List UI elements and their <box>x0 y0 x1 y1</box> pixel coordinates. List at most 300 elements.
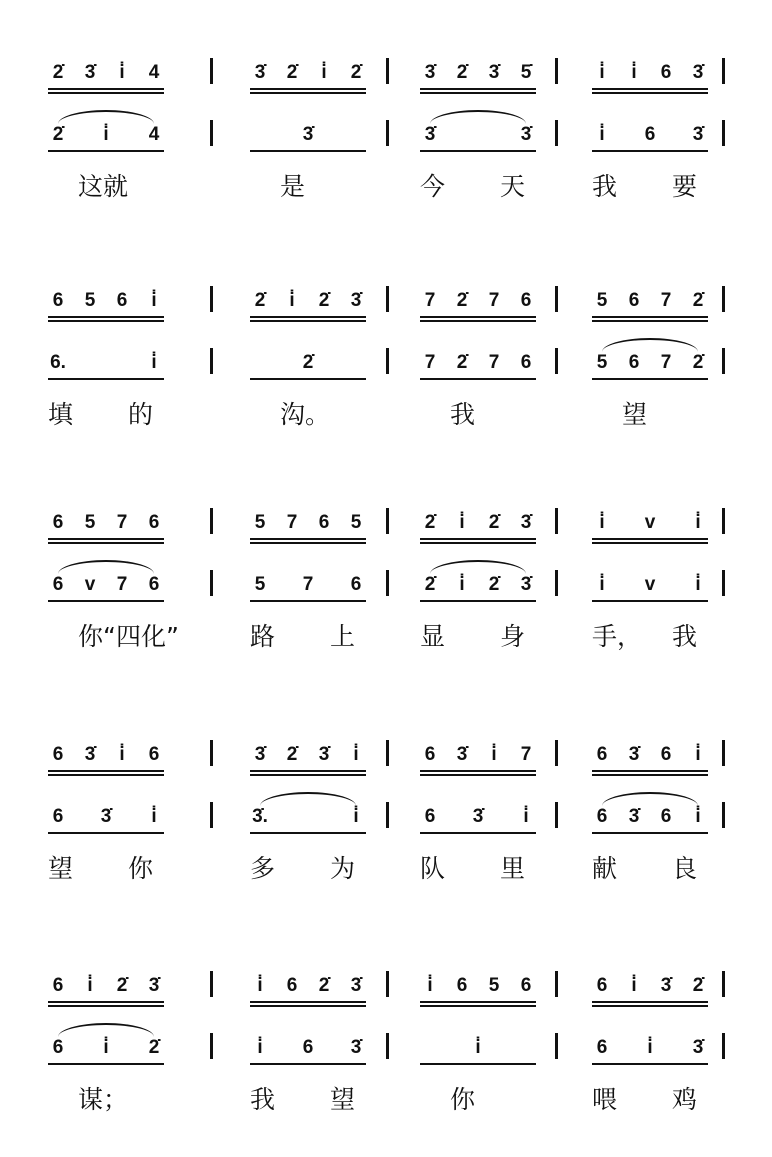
note: 6 <box>596 744 608 765</box>
measure <box>250 965 370 1009</box>
barline <box>722 1033 725 1059</box>
beam-underline <box>592 378 708 380</box>
note: 6 <box>148 512 160 533</box>
note: 3̇ <box>350 290 362 311</box>
lyrics-line <box>0 620 772 654</box>
note: 6 <box>596 975 608 996</box>
note: i̇ <box>289 290 295 311</box>
note: 2̇ <box>52 62 64 83</box>
measure <box>592 734 712 778</box>
lyric-syllable: 的 <box>128 400 154 429</box>
note: 7 <box>660 352 672 373</box>
beam-underline <box>592 1001 708 1003</box>
beam-underline <box>250 320 366 322</box>
barline <box>386 348 389 374</box>
note: 6 <box>596 1037 608 1058</box>
lyric-syllable: 望 <box>622 400 648 429</box>
note: 3̇ <box>424 124 436 145</box>
lyric-syllable: 这就 <box>78 172 129 201</box>
note: 2̇ <box>286 744 298 765</box>
note: 3̇ <box>628 744 640 765</box>
barline <box>210 120 213 146</box>
measure <box>592 342 712 386</box>
note: 2̇ <box>302 352 314 373</box>
measure <box>48 502 168 546</box>
note: i̇ <box>647 1037 653 1058</box>
beam-underline <box>420 1063 536 1065</box>
beam-underline <box>592 92 708 94</box>
beam-underline <box>48 320 164 322</box>
barline <box>722 740 725 766</box>
lyric-syllable: 上 <box>330 622 356 651</box>
measure <box>420 52 540 96</box>
slur-arc <box>58 110 154 124</box>
beam-underline <box>250 542 366 544</box>
barline <box>722 971 725 997</box>
lyric-syllable: 我 <box>450 400 476 429</box>
slur-arc <box>58 1023 154 1037</box>
slur-arc <box>260 792 356 806</box>
lyric-syllable: 显 <box>420 622 446 651</box>
note: v <box>644 574 656 595</box>
measure <box>420 342 540 386</box>
slur-arc <box>58 560 154 574</box>
note: i̇ <box>631 975 637 996</box>
beam-underline <box>420 92 536 94</box>
note: 2̇ <box>116 975 128 996</box>
note: 3̇ <box>692 62 704 83</box>
lyric-syllable: 身 <box>500 622 526 651</box>
note: 5 <box>254 574 266 595</box>
beam-underline <box>420 88 536 90</box>
note: 4 <box>148 62 160 83</box>
note: i̇ <box>523 806 529 827</box>
note: 2̇ <box>692 290 704 311</box>
beam-underline <box>592 542 708 544</box>
note: 6 <box>424 744 436 765</box>
bottom_line-line <box>0 342 772 386</box>
measure <box>250 1027 370 1071</box>
note: 6 <box>660 806 672 827</box>
beam-underline <box>420 150 536 152</box>
top_line-line <box>0 280 772 324</box>
top_line-line <box>0 502 772 546</box>
note: i̇ <box>695 512 701 533</box>
measure <box>48 114 168 158</box>
note: 6 <box>424 806 436 827</box>
lyric-syllable: 喂 <box>592 1085 618 1114</box>
note: 5 <box>84 290 96 311</box>
measure <box>592 114 712 158</box>
measure <box>592 965 712 1009</box>
measure <box>420 965 540 1009</box>
note: 6 <box>286 975 298 996</box>
beam-underline <box>592 600 708 602</box>
note: 2̇ <box>318 975 330 996</box>
measure <box>420 734 540 778</box>
barline <box>722 348 725 374</box>
note: i̇ <box>151 806 157 827</box>
barline <box>722 286 725 312</box>
note: 2̇ <box>424 512 436 533</box>
lyric-syllable: 我 <box>672 622 698 651</box>
barline <box>210 286 213 312</box>
note: 6 <box>628 352 640 373</box>
note: 7 <box>424 352 436 373</box>
beam-underline <box>48 88 164 90</box>
note: 6 <box>520 975 532 996</box>
barline <box>210 971 213 997</box>
note: 3̇ <box>84 744 96 765</box>
note: 6. <box>50 352 66 373</box>
note: 6 <box>52 1037 64 1058</box>
barline <box>386 1033 389 1059</box>
lyrics-line <box>0 852 772 886</box>
measure <box>250 280 370 324</box>
note: 2̇ <box>488 512 500 533</box>
note: 6 <box>520 290 532 311</box>
beam-underline <box>592 774 708 776</box>
lyric-syllable: 队 <box>420 854 446 883</box>
note: i̇ <box>599 62 605 83</box>
note: 7 <box>424 290 436 311</box>
beam-underline <box>592 316 708 318</box>
note: 3̇ <box>692 1037 704 1058</box>
barline <box>555 286 558 312</box>
lyric-syllable: 路 <box>250 622 276 651</box>
note: 7 <box>488 290 500 311</box>
measure <box>48 965 168 1009</box>
beam-underline <box>250 88 366 90</box>
lyric-syllable: 良 <box>672 854 698 883</box>
lyric-syllable: 里 <box>500 854 526 883</box>
lyric-syllable: 我 <box>250 1085 276 1114</box>
beam-underline <box>48 832 164 834</box>
note: i̇ <box>599 574 605 595</box>
measure <box>592 796 712 840</box>
lyric-syllable: 你 <box>128 854 154 883</box>
lyric-syllable: 你“四化” <box>78 622 179 651</box>
beam-underline <box>592 88 708 90</box>
note: i̇ <box>599 124 605 145</box>
measure <box>48 342 168 386</box>
lyric-syllable: 我 <box>592 172 618 201</box>
beam-underline <box>250 1063 366 1065</box>
beam-underline <box>48 150 164 152</box>
measure <box>250 734 370 778</box>
lyrics-line <box>0 170 772 204</box>
lyrics-line <box>0 1083 772 1117</box>
measure <box>592 564 712 608</box>
beam-underline <box>48 1063 164 1065</box>
beam-underline <box>250 770 366 772</box>
barline <box>555 508 558 534</box>
barline <box>555 348 558 374</box>
lyric-syllable: 填 <box>48 400 74 429</box>
beam-underline <box>250 832 366 834</box>
barline <box>722 802 725 828</box>
measure <box>48 734 168 778</box>
note: 5 <box>596 352 608 373</box>
beam-underline <box>48 770 164 772</box>
beam-underline <box>48 774 164 776</box>
note: 2̇ <box>286 62 298 83</box>
note: 2̇ <box>424 574 436 595</box>
measure <box>250 342 370 386</box>
beam-underline <box>592 832 708 834</box>
note: 6 <box>52 806 64 827</box>
beam-underline <box>250 1001 366 1003</box>
note: 7 <box>488 352 500 373</box>
top_line-line <box>0 734 772 778</box>
note: i̇ <box>631 62 637 83</box>
note: i̇ <box>427 975 433 996</box>
note: 7 <box>116 512 128 533</box>
note: 5 <box>350 512 362 533</box>
note: i̇ <box>695 574 701 595</box>
barline <box>386 802 389 828</box>
measure <box>48 280 168 324</box>
barline <box>386 971 389 997</box>
note: 3̇ <box>660 975 672 996</box>
note: 2̇ <box>488 574 500 595</box>
note: 3̇ <box>302 124 314 145</box>
beam-underline <box>250 774 366 776</box>
measure <box>48 52 168 96</box>
beam-underline <box>420 832 536 834</box>
slur-arc <box>602 792 698 806</box>
barline <box>722 120 725 146</box>
note: 3̇ <box>350 975 362 996</box>
note: 6 <box>52 975 64 996</box>
beam-underline <box>48 1005 164 1007</box>
measure <box>48 796 168 840</box>
note: i̇ <box>257 1037 263 1058</box>
note: 6 <box>520 352 532 373</box>
beam-underline <box>420 316 536 318</box>
beam-underline <box>250 150 366 152</box>
note: 2̇ <box>52 124 64 145</box>
barline <box>722 570 725 596</box>
slur-arc <box>430 110 526 124</box>
note: 6 <box>660 62 672 83</box>
beam-underline <box>48 600 164 602</box>
bottom_line-line <box>0 796 772 840</box>
note: 7 <box>660 290 672 311</box>
note: 6 <box>52 512 64 533</box>
beam-underline <box>250 92 366 94</box>
note: 6 <box>456 975 468 996</box>
lyric-syllable: 鸡 <box>672 1085 698 1114</box>
beam-underline <box>48 542 164 544</box>
measure <box>250 502 370 546</box>
top_line-line <box>0 52 772 96</box>
note: i̇ <box>119 62 125 83</box>
note: 3̇ <box>520 574 532 595</box>
note: 5̇ <box>520 62 532 83</box>
bottom_line-line <box>0 564 772 608</box>
barline <box>386 286 389 312</box>
beam-underline <box>420 378 536 380</box>
barline <box>386 740 389 766</box>
lyric-syllable: 谋； <box>78 1085 129 1114</box>
beam-underline <box>592 320 708 322</box>
lyric-syllable: 献 <box>592 854 618 883</box>
lyric-syllable: 为 <box>330 854 356 883</box>
note: 2̇ <box>456 352 468 373</box>
measure <box>420 114 540 158</box>
beam-underline <box>592 538 708 540</box>
note: 3̇ <box>488 62 500 83</box>
note: 3̇ <box>84 62 96 83</box>
note: 6 <box>628 290 640 311</box>
barline <box>210 58 213 84</box>
note: i̇ <box>87 975 93 996</box>
note: i̇ <box>599 512 605 533</box>
note: i̇ <box>119 744 125 765</box>
barline <box>555 1033 558 1059</box>
lyric-syllable: 是 <box>280 172 306 201</box>
lyric-syllable: 望 <box>48 854 74 883</box>
note: 3̇ <box>692 124 704 145</box>
note: i̇ <box>321 62 327 83</box>
beam-underline <box>48 92 164 94</box>
note: 2̇ <box>692 352 704 373</box>
measure <box>592 1027 712 1071</box>
note: 5 <box>488 975 500 996</box>
measure <box>250 114 370 158</box>
lyric-syllable: 天 <box>500 172 526 201</box>
note: 6 <box>350 574 362 595</box>
slur-arc <box>602 338 698 352</box>
lyric-syllable: 多 <box>250 854 276 883</box>
barline <box>722 508 725 534</box>
note: 6 <box>148 744 160 765</box>
note: i̇ <box>459 512 465 533</box>
barline <box>555 971 558 997</box>
beam-underline <box>250 538 366 540</box>
measure <box>592 502 712 546</box>
note: i̇ <box>103 1037 109 1058</box>
lyric-syllable: 你 <box>450 1085 476 1114</box>
beam-underline <box>420 320 536 322</box>
beam-underline <box>250 316 366 318</box>
lyrics-line <box>0 398 772 432</box>
measure <box>48 564 168 608</box>
barline <box>386 570 389 596</box>
note: 2̇ <box>318 290 330 311</box>
beam-underline <box>592 1005 708 1007</box>
note: 2̇ <box>456 290 468 311</box>
note: i̇ <box>103 124 109 145</box>
beam-underline <box>420 1001 536 1003</box>
barline <box>210 570 213 596</box>
measure <box>592 280 712 324</box>
note: 6 <box>148 574 160 595</box>
measure <box>592 52 712 96</box>
note: 6 <box>116 290 128 311</box>
note: 3̇ <box>424 62 436 83</box>
barline <box>722 58 725 84</box>
note: i̇ <box>695 744 701 765</box>
barline <box>555 570 558 596</box>
beam-underline <box>420 1005 536 1007</box>
barline <box>210 1033 213 1059</box>
beam-underline <box>48 538 164 540</box>
note: 3̇. <box>252 806 268 827</box>
note: 3̇ <box>520 124 532 145</box>
barline <box>555 802 558 828</box>
bottom_line-line <box>0 114 772 158</box>
note: 2̇ <box>692 975 704 996</box>
bottom_line-line <box>0 1027 772 1071</box>
barline <box>210 348 213 374</box>
note: 6 <box>644 124 656 145</box>
measure <box>250 796 370 840</box>
note: 5 <box>596 290 608 311</box>
measure <box>250 52 370 96</box>
note: 5 <box>84 512 96 533</box>
note: 6 <box>660 744 672 765</box>
barline <box>386 58 389 84</box>
measure <box>420 1027 540 1071</box>
barline <box>210 508 213 534</box>
barline <box>210 802 213 828</box>
note: 2̇ <box>456 62 468 83</box>
note: i̇ <box>459 574 465 595</box>
lyric-syllable: 要 <box>672 172 698 201</box>
note: 6 <box>52 744 64 765</box>
note: i̇ <box>491 744 497 765</box>
note: 3̇ <box>318 744 330 765</box>
note: 3̇ <box>472 806 484 827</box>
measure <box>420 796 540 840</box>
barline <box>210 740 213 766</box>
note: 5 <box>254 512 266 533</box>
note: 3̇ <box>148 975 160 996</box>
note: i̇ <box>257 975 263 996</box>
note: i̇ <box>353 744 359 765</box>
barline <box>555 740 558 766</box>
measure <box>48 1027 168 1071</box>
beam-underline <box>420 774 536 776</box>
note: v <box>644 512 656 533</box>
note: 2̇ <box>148 1037 160 1058</box>
beam-underline <box>250 600 366 602</box>
note: i̇ <box>475 1037 481 1058</box>
note: 6 <box>318 512 330 533</box>
note: 3̇ <box>254 744 266 765</box>
beam-underline <box>420 542 536 544</box>
beam-underline <box>48 378 164 380</box>
note: 2̇ <box>254 290 266 311</box>
note: 6 <box>52 574 64 595</box>
note: 6 <box>302 1037 314 1058</box>
note: 3̇ <box>456 744 468 765</box>
lyric-syllable: 望 <box>330 1085 356 1114</box>
beam-underline <box>420 538 536 540</box>
note: 2̇ <box>350 62 362 83</box>
note: i̇ <box>353 806 359 827</box>
note: 7 <box>302 574 314 595</box>
beam-underline <box>592 770 708 772</box>
measure <box>420 564 540 608</box>
note: 3̇ <box>628 806 640 827</box>
beam-underline <box>420 770 536 772</box>
beam-underline <box>592 1063 708 1065</box>
beam-underline <box>420 600 536 602</box>
note: 7 <box>116 574 128 595</box>
